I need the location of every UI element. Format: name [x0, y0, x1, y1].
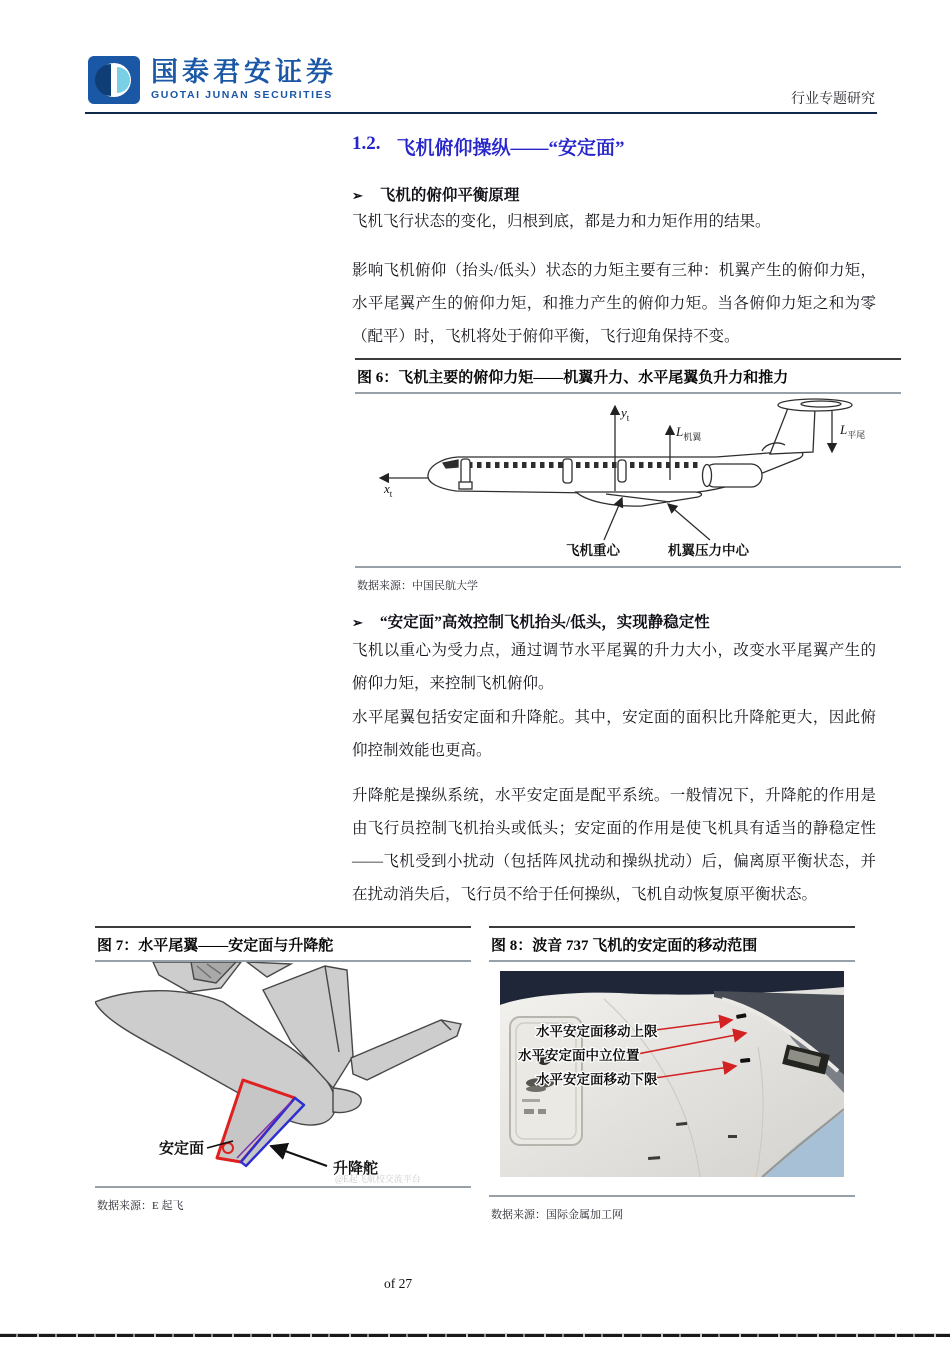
- cp-leader-line: [668, 504, 710, 540]
- bullet-item-1: [352, 183, 876, 205]
- section-title: 飞机俯仰操纵——“安定面”: [396, 138, 625, 159]
- tail-cone-tip: [333, 1088, 361, 1113]
- tail-lift-label: $L_{平尾}$: [840, 422, 866, 440]
- brand-name-en: GUOTAI JUNAN SECURITIES: [151, 89, 333, 102]
- y-axis-label: $y_t$: [621, 405, 630, 423]
- watermark-text: @E起飞航校交流平台: [335, 1174, 421, 1184]
- brand-name-cn: 国泰君安证券: [151, 57, 337, 88]
- t-tail-inner: [801, 401, 841, 407]
- paragraph-4: 水平尾翼包括安定面和升降舵。其中，安定面的面积比升降舵更大，因此俯仰控制效能也更高。: [352, 709, 876, 759]
- cg-label: 飞机重心: [566, 543, 620, 558]
- figure-6-canvas: [355, 394, 901, 566]
- wing-lift-label: $L_{机翼}$: [676, 424, 702, 442]
- brand-logo-icon: [88, 56, 140, 104]
- door-step: [459, 482, 472, 489]
- lower-limit-label: 水平安定面移动下限: [536, 1072, 658, 1087]
- header-rule: [85, 112, 877, 114]
- neutral-position-label: 水平安定面中立位置: [518, 1048, 640, 1063]
- wing-side-view: [576, 492, 702, 506]
- figure-7-title: 图 7：水平尾翼——安定面与升降舵: [95, 926, 471, 960]
- page-number: of 27: [384, 1276, 413, 1291]
- x-axis-label: $x_t$: [384, 481, 393, 499]
- bottom-border: [0, 1333, 950, 1337]
- bullet-arrow-icon: ➢: [352, 615, 363, 630]
- cp-label: 机翼压力中心: [668, 543, 749, 558]
- bullet-1-label: 飞机的俯仰平衡原理: [379, 187, 520, 204]
- paragraph-1: 飞机飞行状态的变化，归根到底，都是力和力矩作用的结果。: [352, 213, 771, 230]
- engine-intake: [703, 465, 712, 487]
- aft-door: [618, 460, 626, 482]
- bullet-2-label: “安定面”高效控制飞机抬头/低头，实现静稳定性: [379, 614, 710, 631]
- elevator-label: 升降舵: [333, 1161, 379, 1177]
- paragraph-5: 升降舵是操纵系统，水平安定面是配平系统。一般情况下，升降舵的作用是由飞行员控制飞机抬头或低头；安定面的作用是使飞机具有适当的静稳定性——飞机受到小扰动（包括阵风扰动和操纵扰动）后，偏离原平衡状态，并在扰动消失后，飞行员不给于任何操纵，飞机自动恢复原平衡状态。: [352, 787, 876, 903]
- figure-8: [489, 926, 855, 1222]
- section-heading: [352, 133, 625, 160]
- mid-door: [563, 459, 572, 483]
- vertical-fin: [770, 408, 815, 454]
- figure-7: [95, 926, 471, 1213]
- figure-6-source: 数据来源：中国民航大学: [357, 580, 478, 592]
- report-type-label: 行业专题研究: [791, 92, 875, 107]
- brand-logo: [88, 56, 337, 104]
- figure-6: [355, 358, 901, 593]
- aircraft-pitch-moment-diagram: [368, 394, 888, 560]
- vent-dash: [728, 1135, 737, 1138]
- far-stabilizer: [351, 1020, 461, 1080]
- upper-limit-label: 水平安定面移动上限: [536, 1024, 658, 1039]
- boeing-737-stabilizer-photo: [500, 971, 844, 1177]
- bullet-arrow-icon: ➢: [352, 188, 363, 203]
- stabilizer-label: 安定面: [159, 1141, 205, 1157]
- figure-8-canvas: [489, 962, 855, 1195]
- figure-8-title: 图 8：波音 737 飞机的安定面的移动范围: [489, 926, 855, 960]
- fragment-small: [247, 962, 291, 977]
- rear-engine-nacelle: [704, 464, 762, 487]
- tailplane-stabilizer-elevator-diagram: [95, 962, 471, 1184]
- front-door: [461, 459, 470, 485]
- figure-7-source: 数据来源：E 起飞: [97, 1200, 184, 1212]
- paragraph-3: 飞机以重心为受力点，通过调节水平尾翼的升力大小，改变水平尾翼产生的俯仰力矩，来控制飞机俯仰。: [352, 642, 876, 692]
- figure-6-title: 图 6：飞机主要的俯仰力矩——机翼升力、水平尾翼负升力和推力: [355, 358, 901, 392]
- paragraph-2: 影响飞机俯仰（抬头/低头）状态的力矩主要有三种：机翼产生的俯仰力矩，水平尾翼产生的俯仰力矩，和推力产生的俯仰力矩。当各俯仰力矩之和为零（配平）时，飞机将处于俯仰平衡，飞行迎角保持不变。: [352, 262, 876, 345]
- elevator-arrow: [271, 1146, 327, 1166]
- figure-8-source: 数据来源：国际金属加工网: [491, 1209, 623, 1221]
- bullet-item-2: [352, 610, 876, 632]
- figure-7-canvas: [95, 962, 471, 1186]
- brand-text: [151, 59, 337, 101]
- section-number: 1.2.: [352, 133, 381, 154]
